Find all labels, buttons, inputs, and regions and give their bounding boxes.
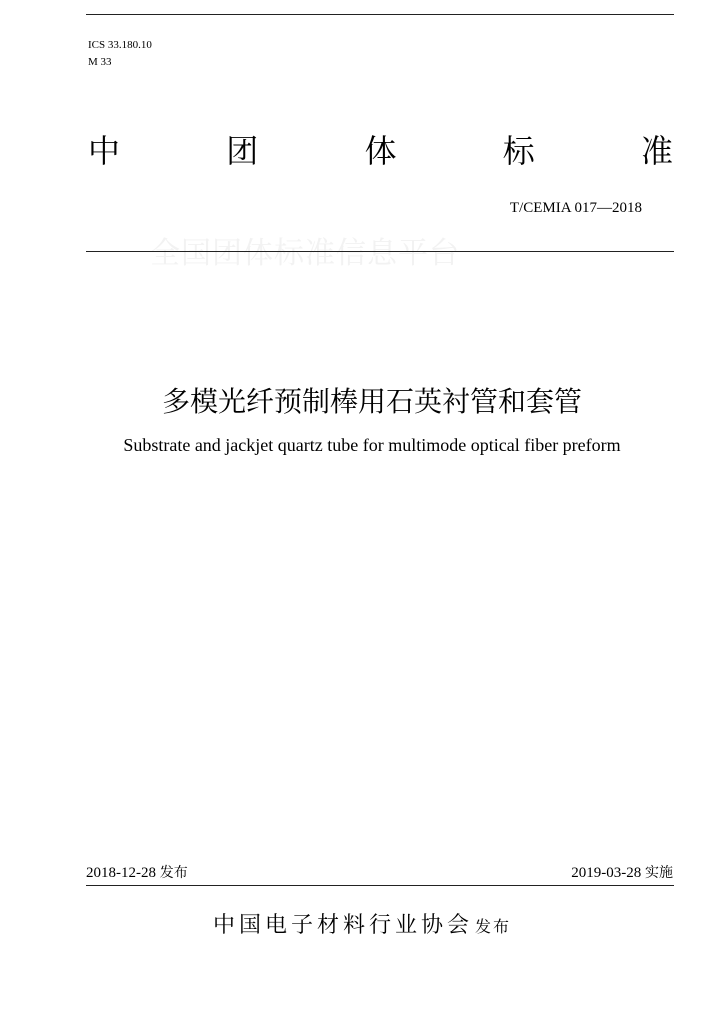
- ics-code: ICS 33.180.10: [88, 39, 152, 51]
- standard-type: [88, 131, 673, 171]
- publish-label: 发布: [159, 865, 188, 881]
- publish-date-line: [86, 863, 188, 883]
- title-english: Substrate and jackjet quartz tube for multimode optical fiber preform: [123, 435, 621, 455]
- implement-date: 2019-03-28: [571, 865, 642, 881]
- classification-codes: [88, 37, 152, 71]
- title-chinese: 多模光纤预制棒用石英衬管和套管: [161, 385, 582, 418]
- implement-date-line: [571, 863, 673, 883]
- header-divider: [86, 251, 674, 252]
- standard-type-char: 中: [88, 132, 121, 170]
- publish-date: 2018-12-28: [86, 865, 156, 881]
- publisher-line: [0, 908, 724, 939]
- standard-type-char: 准: [640, 132, 673, 170]
- publisher-suffix: 发布: [475, 917, 512, 936]
- standard-number: T/CEMIA 017—2018: [509, 200, 642, 216]
- ccs-code: M 33: [88, 56, 112, 68]
- implement-label: 实施: [645, 865, 673, 881]
- standard-type-char: 团: [226, 132, 259, 170]
- footer-divider: [86, 885, 674, 886]
- publisher-name: 中国电子材料行业协会: [212, 913, 473, 938]
- standard-type-char: 标: [502, 132, 535, 170]
- top-rule: [86, 14, 674, 15]
- watermark: 全国团体标准信息平台: [150, 236, 460, 271]
- standard-type-char: 体: [364, 132, 397, 170]
